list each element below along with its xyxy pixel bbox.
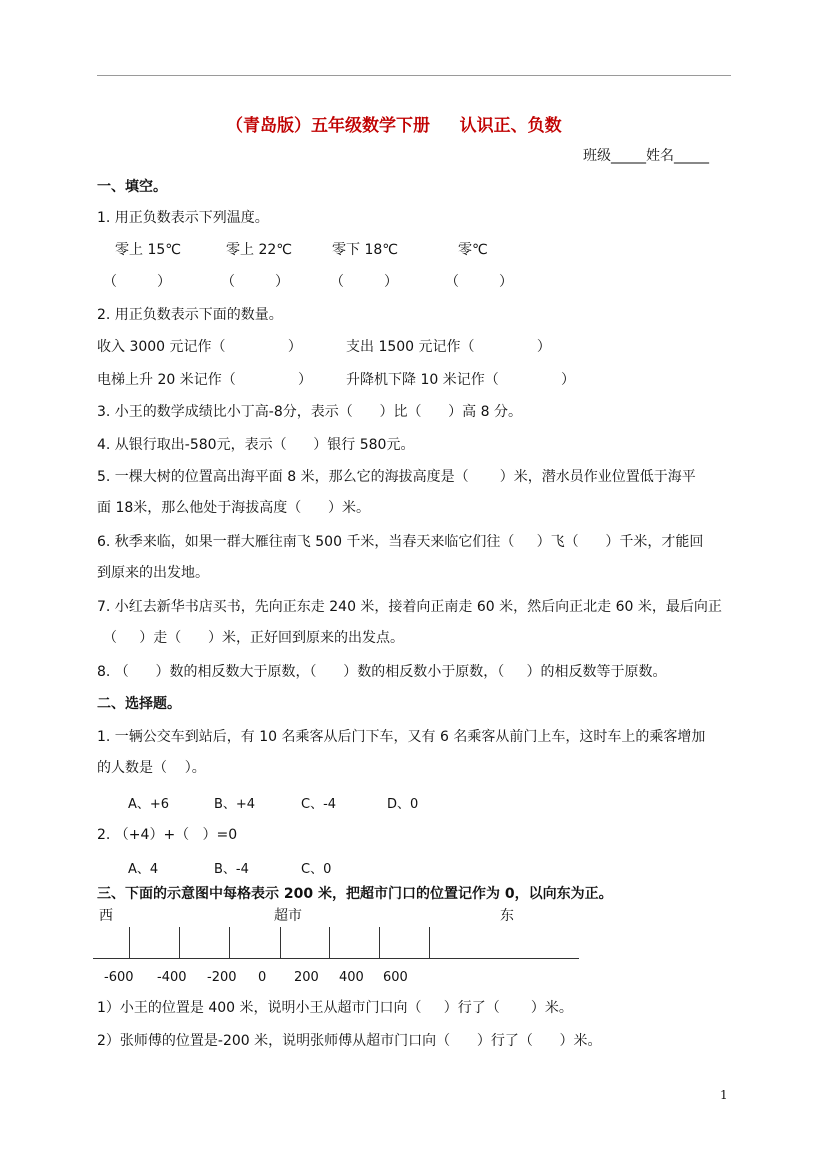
number-line-tick bbox=[379, 927, 380, 958]
s1-q2-line1a: 收入 3000 元记作（ ） bbox=[97, 339, 302, 355]
s2-q2-option-c: C、0 bbox=[301, 862, 332, 877]
s2-q2-option-a: A、4 bbox=[128, 862, 159, 877]
number-line-west-label: 西 bbox=[99, 908, 113, 924]
s2-q1-line1: 1. 一辆公交车到站后，有 10 名乘客从后门下车，又有 6 名乘客从前门上车，这时车上的乘客增加 bbox=[97, 729, 706, 745]
s1-q2-text: 2. 用正负数表示下面的数量。 bbox=[97, 307, 283, 323]
section3-heading: 三、下面的示意图中每格表示 200 米，把超市门口的位置记作为 0，以向东为正。 bbox=[97, 886, 613, 902]
header-rule bbox=[97, 75, 731, 76]
s2-q2-option-b: B、-4 bbox=[214, 862, 249, 877]
s1-q7-line2: （ ）走（ ）米，正好回到原来的出发点。 bbox=[103, 630, 404, 646]
number-line-tick-label: -200 bbox=[207, 970, 237, 985]
s1-q5-line1: 5. 一棵大树的位置高出海平面 8 米，那么它的海拔高度是（ ）米，潜水员作业位置低于海平 bbox=[97, 469, 696, 485]
number-line-tick bbox=[429, 927, 430, 958]
number-line-tick-label: -400 bbox=[157, 970, 187, 985]
s1-q7-line1: 7. 小红去新华书店买书，先向正东走 240 米，接着向正南走 60 米，然后向正北走 60 米，最后向正 bbox=[97, 599, 722, 615]
s2-q1-line2: 的人数是（ ）。 bbox=[97, 760, 206, 776]
section1-heading: 一、填空。 bbox=[97, 179, 167, 195]
s1-q1-temp-1: 零上 15℃ bbox=[115, 242, 181, 258]
s1-q6-line1: 6. 秋季来临，如果一群大雁往南飞 500 千米，当春天来临它们往（ ）飞（ ）千米，才能回 bbox=[97, 534, 704, 550]
number-line bbox=[93, 958, 579, 959]
s1-q6-line2: 到原来的出发地。 bbox=[97, 565, 209, 581]
s1-q1-text: 1. 用正负数表示下列温度。 bbox=[97, 210, 269, 226]
s2-q1-option-b: B、+4 bbox=[214, 797, 256, 812]
s1-q2-line1b: 支出 1500 元记作（ ） bbox=[346, 339, 551, 355]
number-line-tick-label: 400 bbox=[339, 970, 364, 985]
s1-q1-blank-3: （ ） bbox=[330, 274, 399, 290]
s1-q4: 4. 从银行取出-580元，表示（ ）银行 580元。 bbox=[97, 437, 415, 453]
number-line-market-label: 超市 bbox=[274, 908, 302, 924]
number-line-tick bbox=[329, 927, 330, 958]
class-name-field: 班级_____姓名_____ bbox=[583, 148, 709, 164]
number-line-tick-label: -600 bbox=[104, 970, 134, 985]
s1-q1-blank-2: （ ） bbox=[221, 274, 290, 290]
page-number: 1 bbox=[720, 1088, 728, 1102]
s3-q1: 1）小王的位置是 400 米，说明小王从超市门口向（ ）行了（ ）米。 bbox=[97, 1000, 573, 1016]
s1-q8: 8. （ ）数的相反数大于原数，（ ）数的相反数小于原数，（ ）的相反数等于原数。 bbox=[97, 664, 667, 680]
section2-heading: 二、选择题。 bbox=[97, 696, 181, 712]
s2-q1-option-a: A、+6 bbox=[128, 797, 170, 812]
number-line-tick bbox=[280, 927, 281, 958]
s1-q2-line2a: 电梯上升 20 米记作（ ） bbox=[97, 372, 313, 388]
page-title: （青岛版）五年级数学下册 认识正、负数 bbox=[226, 116, 562, 136]
number-line-tick bbox=[229, 927, 230, 958]
s2-q2: 2. （+4）+（ ）=0 bbox=[97, 827, 238, 843]
s3-q2: 2）张师傅的位置是-200 米，说明张师傅从超市门口向（ ）行了（ ）米。 bbox=[97, 1033, 602, 1049]
number-line-east-label: 东 bbox=[500, 908, 514, 924]
number-line-tick-label: 200 bbox=[294, 970, 319, 985]
s1-q3: 3. 小王的数学成绩比小丁高-8分，表示（ ）比（ ）高 8 分。 bbox=[97, 404, 522, 420]
s1-q2-line2b: 升降机下降 10 米记作（ ） bbox=[346, 372, 576, 388]
number-line-tick-label: 0 bbox=[258, 970, 267, 985]
s1-q1-temp-3: 零下 18℃ bbox=[332, 242, 398, 258]
number-line-tick bbox=[179, 927, 180, 958]
s1-q1-blank-4: （ ） bbox=[445, 274, 514, 290]
s2-q1-option-d: D、0 bbox=[387, 797, 419, 812]
s2-q1-option-c: C、-4 bbox=[301, 797, 337, 812]
s1-q1-blank-1: （ ） bbox=[103, 274, 172, 290]
s1-q5-line2: 面 18米，那么他处于海拔高度（ ）米。 bbox=[97, 500, 370, 516]
number-line-tick bbox=[129, 927, 130, 958]
s1-q1-temp-2: 零上 22℃ bbox=[226, 242, 292, 258]
s1-q1-temp-4: 零℃ bbox=[458, 242, 488, 258]
number-line-tick-label: 600 bbox=[383, 970, 408, 985]
